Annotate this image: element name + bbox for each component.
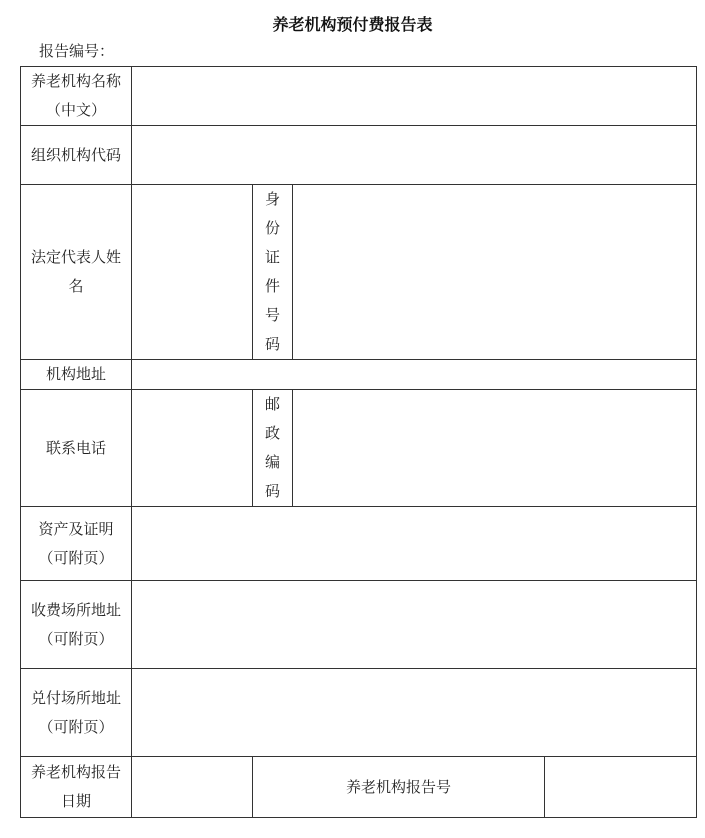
id-number-label-cell xyxy=(252,184,293,360)
legal-rep-label: 法定代表人姓名 xyxy=(30,248,121,295)
fee-place-field[interactable] xyxy=(131,580,697,669)
report-number-row-label: 养老机构报告号 xyxy=(345,777,451,796)
form-title: 养老机构预付费报告表 xyxy=(272,15,433,34)
fee-place-label: 收费场所地址（可附页） xyxy=(30,600,121,648)
org-code-field[interactable] xyxy=(131,125,697,185)
legal-rep-field[interactable] xyxy=(131,184,253,360)
address-field[interactable] xyxy=(131,359,697,390)
postal-code-label: 邮政编码 xyxy=(264,395,280,500)
id-number-field[interactable] xyxy=(292,184,697,360)
phone-field[interactable] xyxy=(131,389,253,507)
redeem-place-label-cell xyxy=(20,668,132,757)
legal-rep-label-cell xyxy=(20,184,132,360)
address-label-cell xyxy=(20,359,132,390)
assets-field[interactable] xyxy=(131,506,697,581)
fee-place-label-cell xyxy=(20,580,132,669)
assets-label-cell xyxy=(20,506,132,581)
org-name-label: 养老机构名称（中文） xyxy=(30,72,121,119)
org-name-label-cell xyxy=(20,66,132,126)
report-date-label-cell xyxy=(20,756,132,818)
redeem-place-field[interactable] xyxy=(131,668,697,757)
org-name-field[interactable] xyxy=(131,66,697,126)
report-date-label: 养老机构报告日期 xyxy=(30,763,121,810)
redeem-place-label: 兑付场所地址（可附页） xyxy=(30,688,121,736)
org-code-label-cell xyxy=(20,125,132,185)
id-number-label: 身份证件号码 xyxy=(264,190,280,353)
report-number-label-cell xyxy=(252,756,545,818)
phone-label: 联系电话 xyxy=(45,438,106,457)
report-date-field[interactable] xyxy=(131,756,253,818)
address-label: 机构地址 xyxy=(45,365,106,383)
phone-label-cell xyxy=(20,389,132,507)
report-number-label: 报告编号： xyxy=(39,42,115,60)
org-code-label: 组织机构代码 xyxy=(30,145,121,164)
postal-code-label-cell xyxy=(252,389,293,507)
report-number-field[interactable] xyxy=(544,756,697,818)
assets-label: 资产及证明（可附页） xyxy=(38,519,114,567)
postal-code-field[interactable] xyxy=(292,389,697,507)
